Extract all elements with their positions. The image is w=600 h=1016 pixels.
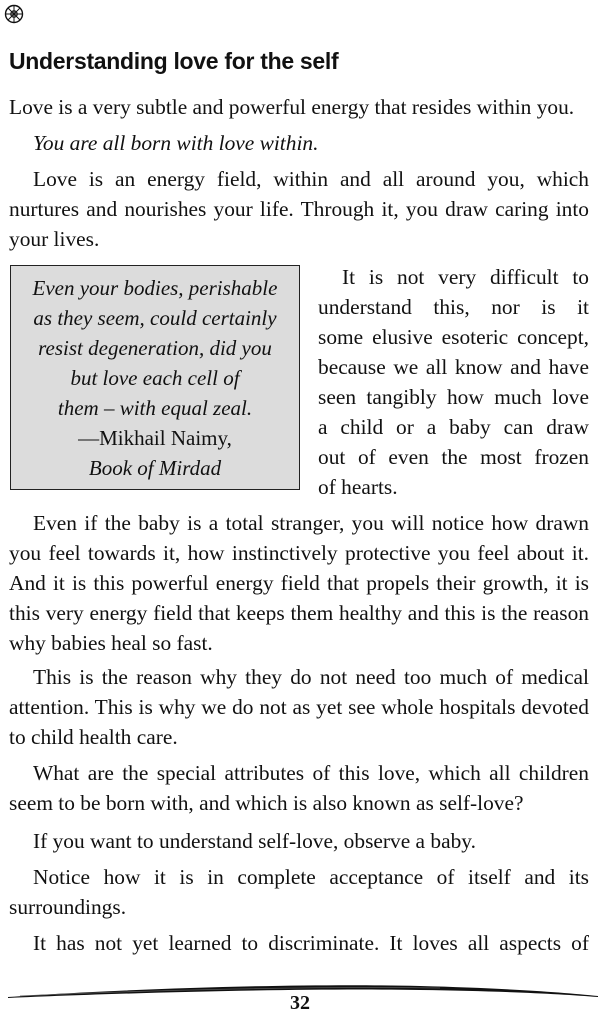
quote-author: —Mikhail Naimy, [78, 426, 232, 450]
paragraph-5: This is the reason why they do not need too much of medical attention. This is why we do not as yet see whole hospitals devoted to child health care. [9, 665, 589, 749]
side-line: out of even the most frozen [318, 445, 589, 469]
quote-source: Book of Mirdad [88, 456, 222, 480]
side-line: seen tangibly how much love [318, 385, 589, 409]
paragraph-6: What are the special attributes of this love, which all children seem to be born with, and which is also known as self-love? [9, 761, 589, 815]
quote-line: Even your bodies, perishable [32, 276, 278, 300]
flower-mandala-icon [4, 4, 24, 24]
paragraph-4: Even if the baby is a total stranger, you will notice how drawn you feel towards it, how instinctively protective you feel about it. And it is this powerful energy field that propels their growth, it is this very energy field that keeps them healthy and this is the reason why babies heal so fast. [9, 511, 589, 655]
side-line: It is not very difficult to [342, 265, 589, 289]
side-line: some elusive esoteric concept, [318, 325, 589, 349]
paragraph-3: Love is an energy field, within and all around you, which nurtures and nourishes your life. Through it, you draw caring into your lives. [9, 167, 589, 251]
quote-box [10, 265, 300, 490]
paragraph-1: Love is a very subtle and powerful energy that resides within you. [9, 95, 575, 119]
section-heading: Understanding love for the self [9, 48, 339, 74]
side-line: because we all know and have [318, 355, 589, 379]
quote-line: as they seem, could certainly [33, 306, 277, 330]
paragraph-2: You are all born with love within. [33, 131, 319, 155]
quote-line: but love each cell of [70, 366, 240, 390]
quote-line: them – with equal zeal. [57, 396, 253, 420]
side-line: a child or a baby can draw [318, 415, 589, 439]
paragraph-9: It has not yet learned to discriminate. It loves all aspects of [33, 931, 589, 955]
side-line: understand this, nor is it [318, 295, 589, 319]
side-paragraph [318, 262, 589, 502]
quote-line: resist degeneration, did you [38, 336, 272, 360]
paragraph-8: Notice how it is in complete acceptance of itself and its surroundings. [9, 865, 589, 919]
paragraph-7: If you want to understand self-love, observe a baby. [33, 829, 476, 853]
side-line: of hearts. [318, 475, 398, 499]
page-number: 32 [290, 992, 310, 1014]
